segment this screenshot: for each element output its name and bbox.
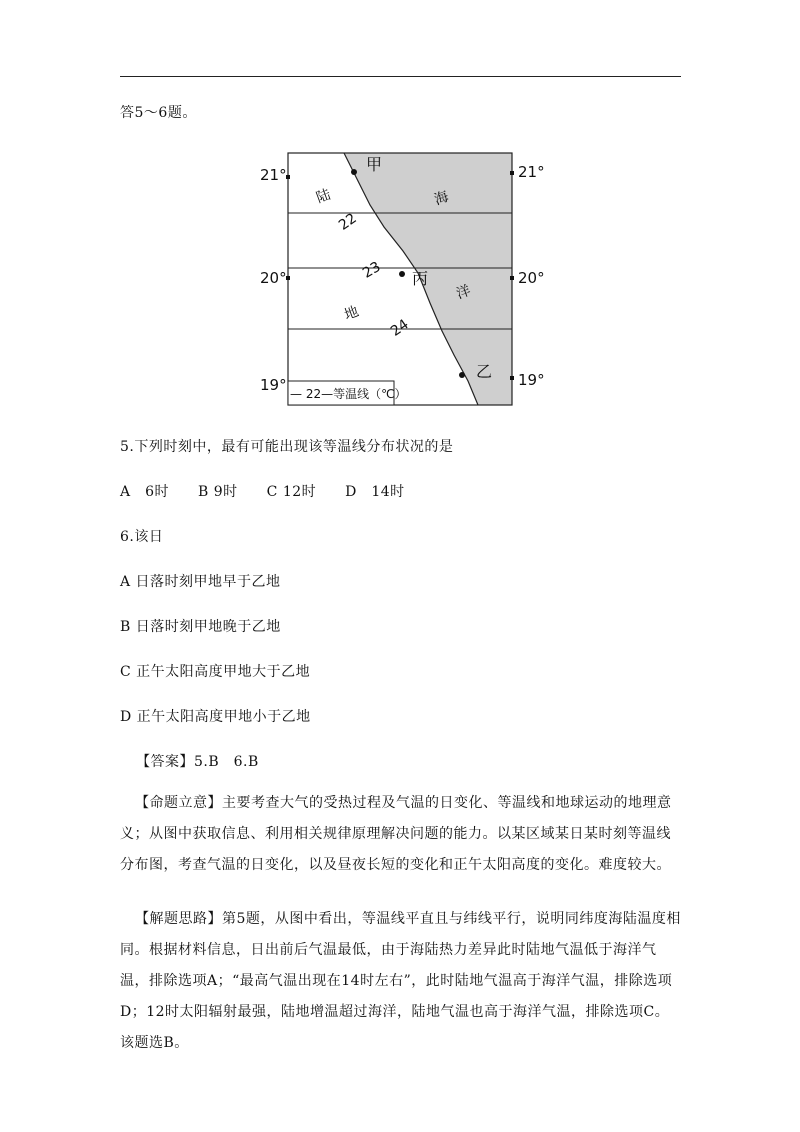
q6-option-b: B 日落时刻甲地晚于乙地 — [120, 619, 281, 635]
lat-label-21-right: 21° — [518, 163, 545, 181]
isotherm-23-label: 23 — [360, 258, 384, 282]
point-bing-marker — [399, 271, 405, 277]
q6-option-d: D 正午太阳高度甲地小于乙地 — [120, 709, 311, 725]
point-jia-marker — [351, 169, 357, 175]
sea-char-2: 洋 — [454, 282, 473, 303]
point-yi-marker — [459, 372, 465, 378]
tick-19-right — [510, 376, 514, 380]
isotherm-map — [250, 145, 550, 410]
header-rule — [120, 76, 681, 77]
lat-label-19-right: 19° — [518, 371, 545, 389]
tick-21-right — [510, 171, 514, 175]
q6-option-a: A 日落时刻甲地早于乙地 — [120, 574, 281, 590]
tick-20-right — [510, 276, 514, 280]
isotherm-22-label: 22 — [336, 210, 360, 234]
lat-label-20-left: 20° — [260, 269, 287, 287]
approach-paragraph: 【解题思路】第5题，从图中看出，等温线平直且与纬线平行，说明同纬度海陆温度相同。根据材料信息，日出前后气温最低，由于海陆热力差异此时陆地气温低于海洋气温，排除选项A；“最高气温出现在14时左右”，此时陆地气温高于海洋气温，排除选项D；12时太阳辐射最强，陆地增温超过海洋，陆地气温也高于海洋气温，排除选项C。该题选B。 — [120, 911, 681, 1051]
point-jia-label: 甲 — [366, 155, 383, 174]
point-bing-label: 丙 — [412, 269, 429, 288]
sea-char-1: 海 — [432, 188, 451, 209]
legend-text: — 22—等温线（℃） — [290, 387, 407, 401]
answer-text: 【答案】5.B 6.B — [136, 754, 259, 770]
tick-21-left — [286, 175, 290, 179]
q6-option-c: C 正午太阳高度甲地大于乙地 — [120, 664, 311, 680]
lat-label-21-left: 21° — [260, 166, 287, 184]
intro-text: 答5～6题。 — [120, 105, 197, 121]
q5-stem: 5.下列时刻中，最有可能出现该等温线分布状况的是 — [120, 439, 454, 455]
lat-label-20-right: 20° — [518, 269, 545, 287]
point-yi-label: 乙 — [476, 362, 493, 381]
intent-paragraph: 【命题立意】主要考查大气的受热过程及气温的日变化、等温线和地球运动的地理意义；从图中获取信息、利用相关规律原理解决问题的能力。以某区域某日某时刻等温线分布图，考查气温的日变化，以及昼夜长短的变化和正午太阳高度的变化。难度较大。 — [120, 795, 672, 873]
q5-options: A 6时 B 9时 C 12时 D 14时 — [120, 484, 405, 500]
isotherm-24-label: 24 — [388, 316, 412, 340]
land-char-2: 地 — [342, 303, 361, 324]
q6-stem: 6.该日 — [120, 529, 164, 545]
lat-label-19-left: 19° — [260, 376, 287, 394]
land-char-1: 陆 — [314, 186, 333, 207]
tick-20-left — [286, 276, 290, 280]
